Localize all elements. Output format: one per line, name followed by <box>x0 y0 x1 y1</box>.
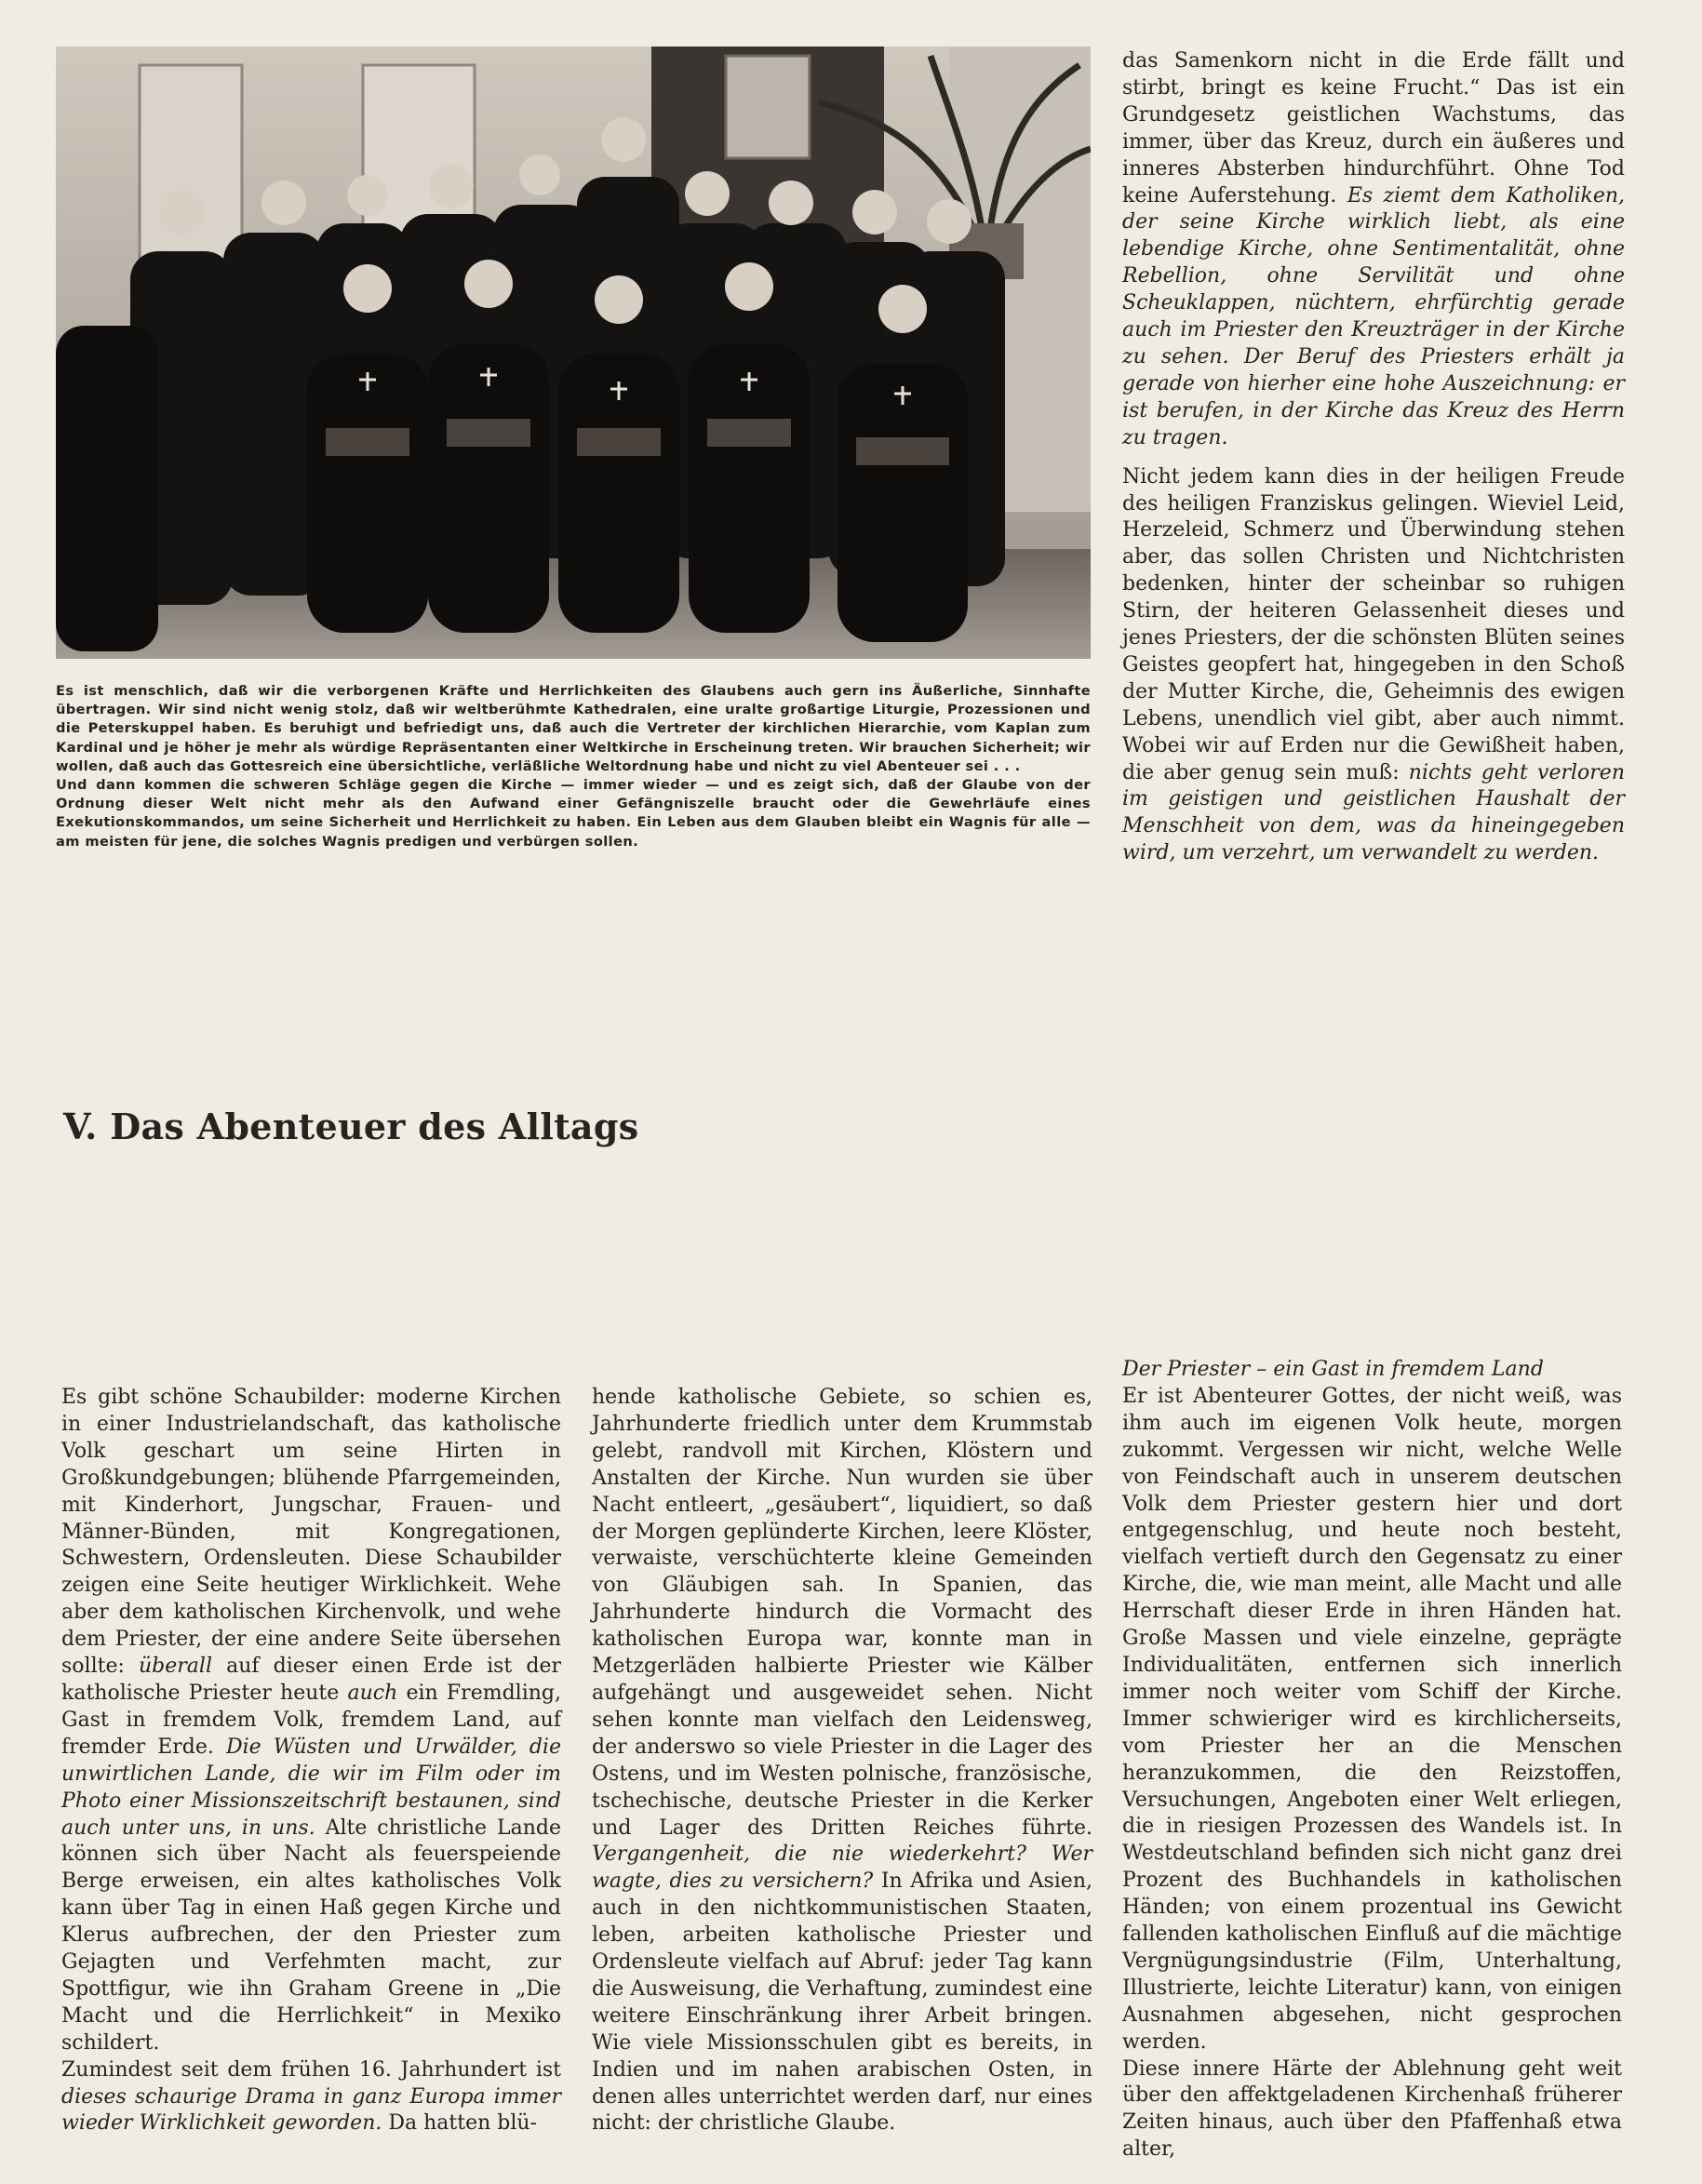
text-run: Zumindest seit dem frühen 16. Jahrhundert ist <box>61 2057 561 2082</box>
italic-run: Vergangenheit, die nie wiederkehrt? Wer wagte, dies zu versichern? <box>592 1842 1092 1894</box>
paragraph: Er ist Abenteurer Gottes, der nicht weiß, was ihm auch im eigenen Volk heute, morgen zukommt. Vergessen wir nicht, welche Welle von Feindschaft auch in unserem deutschen Volk dem Priester gestern hier und dort entgegenschlug, und heute noch besteht, vielfach vertieft durch den Gegensatz zu einer Kirche, die, wie man meint, alle Macht und alle Herrschaft dieser Erde in ihren Händen hat. Große Massen und viele einzelne, geprägte Individualitäten, entfernen sich innerlich immer noch weiter vom Schiff der Kirche. Immer schwieriger wird es kirchlicherseits, vom Priester her an die Menschen heranzukommen, die den Reizstoffen, Versuchungen, Angeboten einer Welt erliegen, die in riesigen Prozessen des Wandels ist. In Westdeutschland befinden sich nicht ganz drei Prozent des Buchhandels in katholischen Händen; von einem prozentual ins Gewicht fallenden katholischen Einfluß auf die mächtige Vergnügungsindustrie (Film, Unterhaltung, Illustrierte, leichte Literatur) kann, von einigen Ausnahmen abgesehen, nicht gesprochen werden. <box>1122 1384 1622 2054</box>
chapter-heading: V. Das Abenteuer des Alltags <box>63 1105 639 1147</box>
text-run: Alte christliche Lande können sich über Nacht als feuerspeiende Berge erweisen, ein altes katholisches Volk kann über Tag in einen Haß gegen Kirche und Klerus aufbrechen, der den Priester zum Gejagten und Verfehmten macht, zur Spottfigur, wie ihn Graham Greene in „Die Macht und die Herrlichkeit“ in Mexiko schildert. <box>61 1816 561 2055</box>
italic-run: Die Wüsten und Urwälder, die unwirtlichen Lande, die wir im Film oder im Photo einer Missionszeitschrift bestaunen, sind auch unter uns, in uns. <box>61 1735 561 1840</box>
paragraph: Diese innere Härte der Ablehnung geht weit über den affektgeladenen Kirchenhaß früherer Zeiten hinaus, auch über den Pfaffenhaß etwa alter, <box>1122 2057 1622 2162</box>
paragraph <box>1122 48 1625 452</box>
body-column-1 <box>61 1385 561 2137</box>
text-run: In Afrika und Asien, auch in den nichtkommunistischen Staaten, leben, arbeiten katholische Priester und Ordensleute vielfach auf Abruf: jeder Tag kann die Ausweisung, die Verhaftung, zumindest eine weitere Einschränkung ihrer Arbeit bringen. Wie viele Missionsschulen gibt es bereits, in Indien und im nahen arabischen Osten, in denen alles unterrichtet werden darf, nur eines nicht: der christliche Glaube. <box>592 1869 1092 2136</box>
italic-run: Es ziemt dem Katholiken, der seine Kirche wirklich liebt, als eine lebendige Kirche, ohne Sentimentalität, ohne Rebellion, ohne Servilität und ohne Scheuklappen, nüchtern, ehrfürchtig gerade auch im Priester den Kreuzträger in der Kirche zu sehen. Der Beruf des Priesters erhält ja gerade von hierher eine hohe Auszeichnung: er ist berufen, in der Kirche das Kreuz des Herrn zu tragen. <box>1122 183 1625 449</box>
caption-paragraph: Und dann kommen die schweren Schläge gegen die Kirche — immer wieder — und es zeigt sich, daß der Glaube von der Ordnung dieser Welt nicht mehr als den Aufwand einer Gefängniszelle braucht oder die Gewehrläufe eines Exekutionskommandos, um seine Sicherheit und Herrlichkeit zu haben. Ein Leben aus dem Glauben bleibt ein Wagnis für alle — am meisten für jene, die solches Wagnis predigen und verbürgen sollen. <box>56 777 1091 850</box>
body-column-2 <box>592 1385 1092 2137</box>
paragraph <box>592 1385 1092 2137</box>
group-photo <box>56 47 1091 659</box>
text-run: auf dieser einen Erde ist der katholische Priester heute <box>61 1655 562 1705</box>
paragraph <box>61 2057 561 2138</box>
top-right-column <box>1122 48 1625 867</box>
paragraph <box>1122 464 1625 868</box>
italic-run: dieses schaurige Drama in ganz Europa immer wieder Wirklichkeit geworden. <box>61 2084 561 2136</box>
text-run: Es gibt schöne Schaubilder: moderne Kirchen in einer Industrielandschaft, das katholische Volk geschart um seine Hirten in Großkundgebungen; blühende Pfarrgemeinden, mit Kinderhort, Jungschar, Frauen- und Männer-Bünden, mit Kongregationen, Schwestern, Ordensleuten. Diese Schaubilder zeigen eine Seite heutiger Wirklichkeit. Wehe aber dem katholischen Kirchenvolk, und wehe dem Priester, der eine andere Seite übersehen sollte: <box>61 1386 561 1679</box>
text-run: ein Fremdling, Gast in fremdem Volk, fremdem Land, auf fremder Erde. <box>61 1681 561 1759</box>
text-run: Da hatten blü- <box>382 2111 537 2136</box>
body-column-3 <box>1122 1357 1622 2164</box>
italic-run: überall <box>139 1655 212 1679</box>
text-run: hende katholische Gebiete, so schien es, Jahrhunderte friedlich unter dem Krummstab gelebt, randvoll mit Kirchen, Klöstern und Anstalten der Kirche. Nun wurden sie über Nacht entleert, „gesäubert“, liquidiert, so daß der Morgen geplünderte Kirchen, leere Klöster, verwaiste, verschüchterte kleine Gemeinden von Gläubigen sah. In Spanien, das Jahrhunderte hindurch die Vormacht des katholischen Europa war, konnte man in Metzgerläden halbierte Priester wie Kälber aufgehängt und ausgeweidet sehen. Nicht sehen konnte man vielfach den Leidensweg, der anderswo so viele Priester in die Lager des Ostens, und im Westen polnische, französische, tschechische, deutsche Priester in die Kerker und Lager des Dritten Reiches führte. <box>592 1386 1092 1840</box>
paragraph <box>61 1385 561 2057</box>
subheading: Der Priester – ein Gast in fremdem Land <box>1122 1358 1544 1381</box>
text-run: Nicht jedem kann dies in der heiligen Freude des heiligen Franziskus gelingen. Wieviel Leid, Herzeleid, Schmerz und Überwindung stehen aber, das sollen Christen und Nichtchristen bedenken, hinter der scheinbar so ruhigen Stirn, der heiteren Gelassenheit dieses und jenes Priesters, der die schönsten Blüten seines Geistes geopfert hat, hingegeben in den Schoß der Mutter Kirche, die, Geheimnis des ewigen Lebens, unendlich viel gibt, aber auch nimmt. Wobei wir auf Erden nur die Gewißheit haben, die aber genug sein muß: <box>1122 464 1625 784</box>
italic-run: nichts geht verloren im geistigen und geistlichen Haushalt der Menschheit von dem, was da hineingegeben wird, um verzehrt, um verwandelt zu werden. <box>1122 760 1625 865</box>
text-run: das Samenkorn nicht in die Erde fällt und stirbt, bringt es keine Frucht.“ Das ist ein Grundgesetz geistlichen Wachstums, das immer, über das Kreuz, durch ein äußeres und inneres Absterben hindurchführt. Ohne Tod keine Auferstehung. <box>1122 49 1625 208</box>
group-photo-clergy-icon <box>56 47 1091 659</box>
italic-run: auch <box>347 1681 398 1705</box>
photo-caption <box>56 682 1091 851</box>
caption-paragraph: Es ist menschlich, daß wir die verborgenen Kräfte und Herrlichkeiten des Glaubens auch gern ins Äußerliche, Sinnhafte übertragen. Wir sind nicht wenig stolz, daß wir weltberühmte Kathedralen, eine uralte großartige Liturgie, Prozessionen und die Peterskuppel haben. Es beruhigt und befriedigt uns, daß auch die Vertreter der kirchlichen Hierarchie, vom Kaplan zum Kardinal und je höher je mehr als würdige Repräsentanten einer Weltkirche in Erscheinung treten. Wir brauchen Sicherheit; wir wollen, daß auch das Gottesreich eine übersichtliche, verläßliche Weltordnung habe und nicht zu viel Abenteuer sei . . . <box>56 683 1091 774</box>
